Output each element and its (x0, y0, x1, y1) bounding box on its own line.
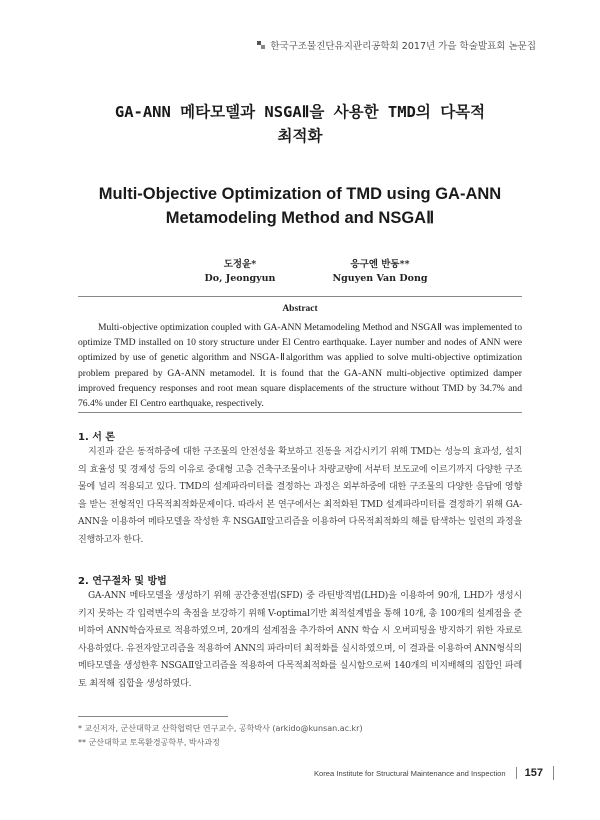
footer-institution: Korea Institute for Structural Maintenance and Inspection (313, 768, 506, 778)
abstract-bottom-rule (78, 412, 522, 413)
author-2-name-ko: 응구엔 반동** (350, 259, 410, 270)
footnotes (78, 722, 522, 750)
abstract-top-rule (78, 296, 522, 297)
running-header (256, 38, 536, 52)
footnote-1: * 교신저자, 군산대학교 산학협력단 연구교수, 공학박사 (arkido@kunsan.ac.kr) (78, 724, 363, 733)
section-1-heading: 1. 서 론 (78, 432, 116, 443)
korean-title-line-2: 최적화 (277, 127, 323, 145)
english-title-line-2: Metamodeling Method and NSGAⅡ (165, 209, 435, 227)
section-1-body: 지진과 같은 동적하중에 대한 구조물의 안전성을 확보하고 진동을 저감시키기 위해 TMD는 성능의 효과성, 설치의 효율성 및 경제성 등의 이유로 중대형 고층 건축구조물이나 차량교량에 서부터 보도교에 이르기까지 다양한 구조물에 널리 적용되고 있다. TMD의 설계파라미터를 결정하는 과정은 외부하중에 대한 구조물의 다양한 응답에 영향을 받는 전형적인 다목적최적화문제이다. 따라서 본 연구에서는 최적화된 TMD 설계파라미터를 결정하기 위해 GA-ANN을 이용하여 메타모델을 작성한 후 NSGAⅡ알고리즘을 이용하여 다목적최적화의 해를 탐색하는 일련의 과정을 진행하고자 한다. (78, 447, 522, 545)
author-2-name-en: Nguyen Van Dong (332, 273, 428, 284)
abstract-heading: Abstract (282, 304, 318, 314)
section-2-body: GA-ANN 메타모델을 생성하기 위해 공간충전법(SFD) 중 라틴방격법(LHD)을 이용하여 90개, LHD가 생성시키지 못하는 각 입력변수의 축점을 보강하기 위해 V-optimal기반 최적설계법을 통해 10개, 총 100개의 설계점을 준비하여 ANN학습자료로 적용하였으며, 20개의 설계점을 추가하여 ANN 학습 시 오버피팅을 방지하기 위한 자료로 사용하였다. 유전자알고리즘을 적용하여 ANN의 파라미터 최적화를 실시하였으며, 이 결과를 이용하여 ANN형식의 메타모델을 생성한후 NSGAⅡ알고리즘을 적용하여 다목적최적화를 실시함으로써 140개의 비지배해의 집합인 파레토 최적해 집합을 생성하였다. (78, 591, 522, 689)
korean-title-line-1: GA-ANN 메타모델과 NSGAⅡ을 사용한 TMD의 다목적 (114, 103, 486, 121)
journal-logo-icon (256, 40, 266, 50)
journal-name: 한국구조물진단유지관리공학회 2017년 가을 학술발표회 논문집 (270, 41, 536, 52)
page-footer (314, 766, 554, 780)
author-1-name-en: Do, Jeongyun (204, 273, 276, 284)
english-title-line-1: Multi-Objective Optimization of TMD using GA-ANN (98, 185, 502, 203)
footer-divider (553, 766, 554, 780)
english-title (40, 182, 560, 230)
section-2-heading: 2. 연구절차 및 방법 (78, 576, 167, 587)
author-2 (280, 258, 480, 286)
footnote-2: ** 군산대학교 토목환경공학부, 박사과정 (78, 738, 220, 747)
footnote-rule (78, 716, 228, 717)
author-1-name-ko: 도정윤* (223, 259, 257, 270)
abstract-body: Multi-objective optimization coupled with GA-ANN Metamodeling Method and NSGAⅡ was implemented to optimize TMD installed on 10 story structure under El Centro earthquake. Layer number and nodes of ANN were optimized by use of genetic algorithm and NSGA-Ⅱalgorithm was applied to solve multi-objective optimization problem prepared by GA-ANN metamodel. It is found that the GA-ANN multi-objective optimized damper improved frequency responses and root mean square displacements of the structure without TMD by 34.7% and 76.4% under El Centro earthquake, respectively. (78, 322, 522, 410)
korean-title (40, 100, 560, 148)
page-number: 157 (516, 767, 543, 779)
